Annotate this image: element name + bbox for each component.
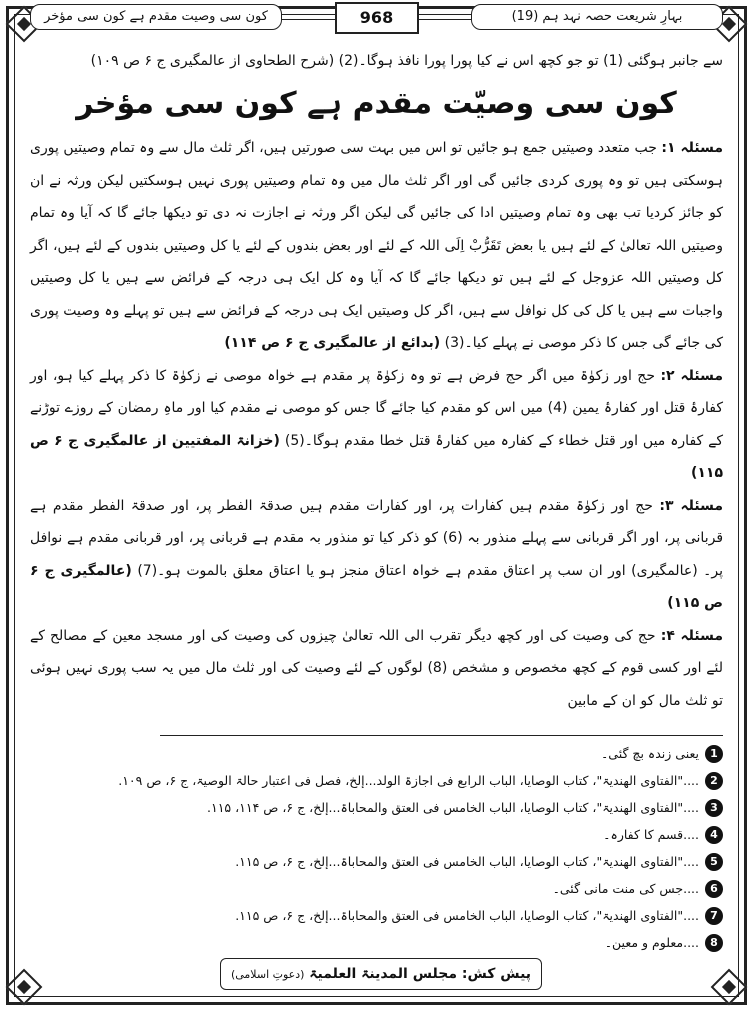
footnote-text: ...."الفتاوی الھندیۃ"، کتاب الوصایا، الباب الخامس فی العتق والمحاباۃ...إلخ، ج ۶، ص ۱۱۴، ۱۱۵. xyxy=(207,800,699,815)
footnote xyxy=(30,902,723,929)
footnote-text: ....جس کی منت مانی گئی۔ xyxy=(552,881,699,896)
masala-text: حج اور زکوٰۃ میں اگر حج فرض ہے تو وہ زکوٰۃ پر مقدم ہے خواہ موصی نے زکوٰۃ کا ذکر پہلے کیا ہو، اور کفارۂ قتل اور کفارۂ یمین (4) میں اس کو مقدم کیا جائے گا جس کو موصی نے مقدم کیا اور ماہِ رمضان کے روزے توڑنے کے کفارہ میں اور قتل خطاء کے کفارہ میں کفارۂ قتل خطا مقدم ہوگا۔(5) xyxy=(30,367,723,449)
masala-reference: (عالمگیری ج ۶ ص ۱۱۵) xyxy=(30,562,723,611)
footnote-number: 8 xyxy=(705,934,723,952)
footer-publisher: مجلس المدینۃ العلمیۃ xyxy=(309,966,457,982)
masala-text: جب متعدد وصیتیں جمع ہو جائیں تو اس میں بہت سی صورتیں ہیں، اگر ثلث مال سے وہ تمام وصیتیں پوری ہوسکتی ہیں تو وہ پوری کردی جائیں گی اور اگر ثلث مال میں وہ تمام وصیتیں پوری نہیں ہوسکتیں لیکن ورثہ نے ان کو جائز کردیا تب بھی وہ تمام وصیتیں ادا کی جائیں گی لیکن اگر ورثہ نے اجازت نہ دی تو دیکھا جائے گا کہ آیا وہ تمام وصیتیں اللہ تعالیٰ کے لئے ہیں یا بعض تَقَرُّبْ اِلَی اللہ کے لئے اور بعض بندوں کے لئے یا کل وصیتیں بندوں کے لئے ہیں، اگر کل وصیتیں اللہ عزوجل کے لئے ہیں تو دیکھا جائے گا کہ آیا وہ کل ایک ہی درجہ کے فرائض سے ہیں یا کل وصیتیں واجبات سے ہیں یا کل کی کل نوافل سے ہیں، اگر کل وصیتیں ایک ہی درجہ کے فرائض سے ہیں تو پہلے وہ وصیت پوری کی جائے گی جس کا ذکر موصی نے پہلے کیا۔(3) xyxy=(30,140,723,351)
header-chapter-title: کون سی وصیت مقدم ہے کون سی مؤخر xyxy=(30,4,282,30)
page-footer xyxy=(220,958,542,990)
footer-suffix: (دعوتِ اسلامی) xyxy=(230,968,305,981)
masala-4 xyxy=(30,620,723,718)
masala-reference: (خزانۃ المفتیین از عالمگیری ج ۶ ص ۱۱۵) xyxy=(30,432,723,481)
page-content xyxy=(30,44,723,717)
footnote xyxy=(30,767,723,794)
footnote-text: ...."الفتاوی الھندیۃ"، کتاب الوصایا، الباب الخامس فی العتق والمحاباۃ...إلخ، ج ۶، ص ۱۱۵. xyxy=(235,854,699,869)
footnote-number: 1 xyxy=(705,745,723,763)
footnote-divider xyxy=(160,735,723,736)
masala-text: حج اور زکوٰۃ مقدم ہیں کفارات پر، اور کفارات مقدم ہیں صدقۃ الفطر پر، اور صدقۃ الفطر مقدم ہے قربانی پر، اور اگر قربانی سے پہلے منذور بہ (6) کو ذکر کیا تو منذور بہ مقدم ہے قربانی پر، اور قربانی مقدم ہے نوافل پر۔ (عالمگیری) اور ان سب پر اعتاق مقدم ہے خواہ اعتاق منجز ہو یا اعتاق معلق بالموت ہو۔(7) xyxy=(30,497,724,579)
footnote-number: 4 xyxy=(705,826,723,844)
page-header xyxy=(30,2,723,32)
footnote-text: ....قسم کا کفارہ۔ xyxy=(603,827,699,842)
masala-label: مسئلہ ۲: xyxy=(660,367,724,384)
section-title: کون سی وصیّت مقدم ہے کون سی مؤخر xyxy=(76,86,677,121)
masala-label: مسئلہ ۱: xyxy=(661,140,723,156)
footnote-text: ...."الفتاوی الھندیۃ"، کتاب الوصایا، الباب الخامس فی العتق والمحاباۃ...إلخ، ج ۶، ص ۱۱۵. xyxy=(235,908,699,923)
masala-3 xyxy=(30,490,723,620)
footnote-text: یعنی زندہ بچ گئی۔ xyxy=(600,746,699,761)
masala-reference: (بدائع از عالمگیری ج ۶ ص ۱۱۴) xyxy=(224,335,441,351)
masala-label: مسئلہ ۳: xyxy=(659,497,723,514)
footer-prefix: پیش کش: xyxy=(461,966,532,982)
footnote-text: ....معلوم و معین۔ xyxy=(604,935,699,950)
continuation-line: سے جانبر ہوگئی (1) تو جو کچھ اس نے کیا پورا پورا نافذ ہوگا۔(2) (شرح الطحاوی از عالمگیری ج ۶ ص ۱۰۹) xyxy=(90,53,723,69)
masala-1 xyxy=(30,132,723,360)
footnote-number: 6 xyxy=(705,880,723,898)
footnote xyxy=(30,929,723,956)
page-number: 968 xyxy=(335,2,419,34)
footnote-number: 7 xyxy=(705,907,723,925)
footnote xyxy=(30,821,723,848)
masala-2 xyxy=(30,360,723,490)
footnote-number: 5 xyxy=(705,853,723,871)
footnote-number: 2 xyxy=(705,772,723,790)
masala-text: حج کی وصیت کی اور کچھ دیگر تقرب الی اللہ تعالیٰ چیزوں کی وصیت کی اور مسجد معین کے مصالح کے لئے اور کسی قوم کے کچھ مخصوص و مشخص (8) لوگوں کے لئے وصیت کی اور ثلث مال میں یہ سب پوری نہیں ہوئی تو ثلث مال کو ان کے مابین xyxy=(30,627,723,709)
footnote-text: ...."الفتاوی الھندیۃ"، کتاب الوصایا، الباب الرابع فی اجازۃ الولد...إلخ، فصل فی اعتبار حالۃ الوصیۃ، ج ۶، ص ۱۰۹. xyxy=(118,773,699,788)
footnote xyxy=(30,848,723,875)
header-book-title: بہارِ شریعت حصہ نہد ہم (19) xyxy=(471,4,723,30)
masala-label: مسئلہ ۴: xyxy=(660,627,723,644)
footnotes xyxy=(30,740,723,956)
footnote xyxy=(30,794,723,821)
footnote xyxy=(30,875,723,902)
footnote xyxy=(30,740,723,767)
footnote-number: 3 xyxy=(705,799,723,817)
